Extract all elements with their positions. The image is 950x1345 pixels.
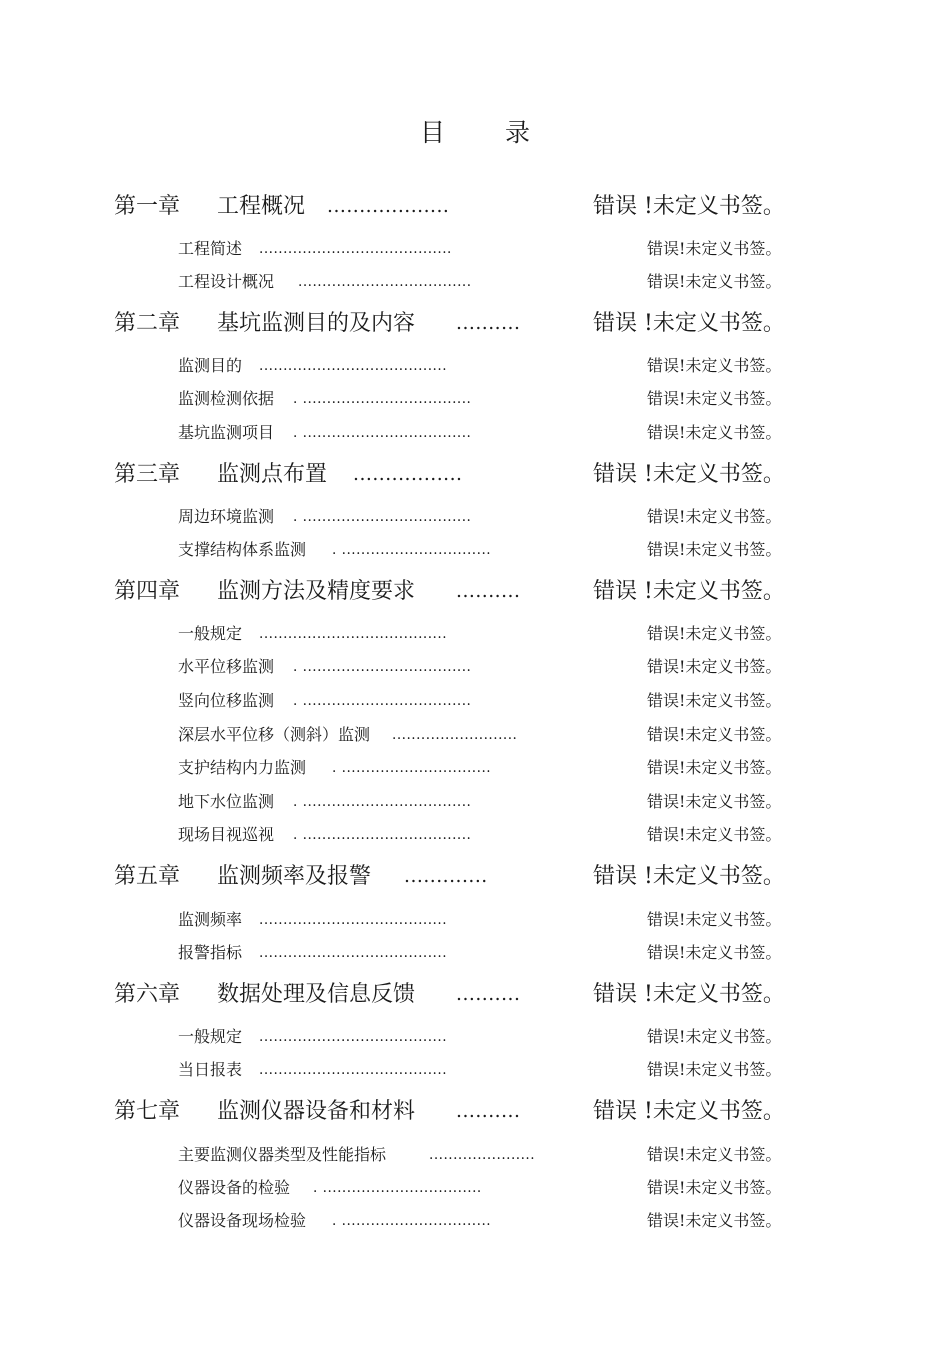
chapter-title: 基坑监测目的及内容: [217, 311, 416, 336]
dot-leader: ...................: [327, 196, 450, 217]
toc-section-row[interactable]: [0, 686, 950, 716]
dot-leader: . ...................................: [293, 794, 472, 810]
chapter-title: 监测方法及精度要求: [217, 579, 416, 604]
page-reference: 错误!未定义书签。: [647, 507, 782, 526]
dot-leader: .......................................: [259, 1029, 448, 1045]
page-reference: 错误 !未定义书签。: [593, 311, 785, 336]
toc-chapter-row[interactable]: [0, 309, 950, 339]
chapter-title: 监测点布置: [217, 462, 328, 487]
page-reference: 错误!未定义书签。: [647, 792, 782, 811]
section-title: 基坑监测项目: [178, 423, 275, 442]
toc-heading: 目 录: [420, 118, 556, 147]
page-reference: 错误 !未定义书签。: [593, 579, 785, 604]
chapter-title: 监测频率及报警: [217, 864, 372, 889]
toc-section-row[interactable]: [0, 652, 950, 682]
section-title: 当日报表: [178, 1060, 243, 1079]
dot-leader: . ...............................: [332, 760, 492, 776]
dot-leader: .............: [404, 866, 488, 887]
toc-section-row[interactable]: [0, 267, 950, 297]
page-reference: 错误!未定义书签。: [647, 1178, 782, 1197]
page-reference: 错误 !未定义书签。: [593, 982, 785, 1007]
toc-section-row[interactable]: [0, 787, 950, 817]
dot-leader: ....................................: [298, 274, 472, 290]
dot-leader: . ...................................: [293, 659, 472, 675]
section-title: 现场目视巡视: [178, 825, 275, 844]
section-title: 一般规定: [178, 624, 243, 643]
page-reference: 错误!未定义书签。: [647, 825, 782, 844]
dot-leader: . .................................: [313, 1180, 482, 1196]
page-reference: 错误!未定义书签。: [647, 758, 782, 777]
dot-leader: . ...................................: [293, 425, 472, 441]
toc-section-row[interactable]: [0, 418, 950, 448]
toc-section-row[interactable]: [0, 1173, 950, 1203]
dot-leader: . ...............................: [332, 542, 492, 558]
section-title: 仪器设备现场检验: [178, 1211, 307, 1230]
toc-section-row[interactable]: [0, 1055, 950, 1085]
toc-chapter-row[interactable]: [0, 1097, 950, 1127]
section-title: 主要监测仪器类型及性能指标: [178, 1145, 387, 1164]
toc-section-row[interactable]: [0, 1022, 950, 1052]
toc-chapter-row[interactable]: [0, 460, 950, 490]
section-title: 监测检测依据: [178, 389, 275, 408]
toc-section-row[interactable]: [0, 234, 950, 264]
section-title: 周边环境监测: [178, 507, 275, 526]
section-title: 工程设计概况: [178, 272, 275, 291]
toc-section-row[interactable]: [0, 1140, 950, 1170]
page-reference: 错误 !未定义书签。: [593, 462, 785, 487]
page-reference: 错误!未定义书签。: [647, 540, 782, 559]
dot-leader: .......................................: [259, 358, 448, 374]
toc-chapter-row[interactable]: [0, 862, 950, 892]
page-reference: 错误!未定义书签。: [647, 356, 782, 375]
section-title: 报警指标: [178, 943, 243, 962]
page-reference: 错误!未定义书签。: [647, 691, 782, 710]
toc-section-row[interactable]: [0, 619, 950, 649]
page-reference: 错误 !未定义书签。: [593, 194, 785, 219]
chapter-number: 第六章: [114, 982, 181, 1007]
dot-leader: ......................: [429, 1147, 536, 1163]
dot-leader: . ...................................: [293, 391, 472, 407]
page-reference: 错误!未定义书签。: [647, 624, 782, 643]
dot-leader: .......................................: [259, 1062, 448, 1078]
chapter-title: 监测仪器设备和材料: [217, 1099, 416, 1124]
section-title: 竖向位移监测: [178, 691, 275, 710]
page-reference: 错误!未定义书签。: [647, 1145, 782, 1164]
page-reference: 错误!未定义书签。: [647, 943, 782, 962]
section-title: 支撑结构体系监测: [178, 540, 307, 559]
section-title: 监测频率: [178, 910, 243, 929]
section-title: 深层水平位移（测斜）监测: [178, 725, 371, 744]
toc-chapter-row[interactable]: [0, 577, 950, 607]
page-reference: 错误!未定义书签。: [647, 1060, 782, 1079]
section-title: 仪器设备的检验: [178, 1178, 291, 1197]
section-title: 水平位移监测: [178, 657, 275, 676]
toc-section-row[interactable]: [0, 1206, 950, 1236]
dot-leader: .......................................: [259, 912, 448, 928]
toc-section-row[interactable]: [0, 753, 950, 783]
page-reference: 错误!未定义书签。: [647, 423, 782, 442]
dot-leader: ..........: [456, 581, 521, 602]
toc-chapter-row[interactable]: [0, 980, 950, 1010]
page-reference: 错误 !未定义书签。: [593, 864, 785, 889]
chapter-number: 第四章: [114, 579, 181, 604]
page-reference: 错误!未定义书签。: [647, 1211, 782, 1230]
dot-leader: . ...................................: [293, 509, 472, 525]
chapter-number: 第七章: [114, 1099, 181, 1124]
page-reference: 错误!未定义书签。: [647, 239, 782, 258]
chapter-number: 第一章: [114, 194, 181, 219]
page-reference: 错误!未定义书签。: [647, 272, 782, 291]
page-reference: 错误 !未定义书签。: [593, 1099, 785, 1124]
dot-leader: .......................................: [259, 626, 448, 642]
chapter-title: 工程概况: [217, 194, 306, 219]
toc-section-row[interactable]: [0, 502, 950, 532]
dot-leader: . ...................................: [293, 827, 472, 843]
toc-section-row[interactable]: [0, 905, 950, 935]
chapter-title: 数据处理及信息反馈: [217, 982, 416, 1007]
dot-leader: ..........: [456, 1101, 521, 1122]
page-reference: 错误!未定义书签。: [647, 910, 782, 929]
section-title: 支护结构内力监测: [178, 758, 307, 777]
chapter-number: 第三章: [114, 462, 181, 487]
toc-section-row[interactable]: [0, 938, 950, 968]
section-title: 一般规定: [178, 1027, 243, 1046]
dot-leader: .................: [353, 464, 463, 485]
toc-section-row[interactable]: [0, 384, 950, 414]
dot-leader: ........................................: [259, 241, 452, 257]
page-reference: 错误!未定义书签。: [647, 725, 782, 744]
chapter-number: 第五章: [114, 864, 181, 889]
section-title: 监测目的: [178, 356, 243, 375]
dot-leader: ..........: [456, 984, 521, 1005]
toc-section-row[interactable]: [0, 535, 950, 565]
toc-chapter-row[interactable]: [0, 192, 950, 222]
dot-leader: ..........: [456, 313, 521, 334]
dot-leader: . ...................................: [293, 693, 472, 709]
toc-section-row[interactable]: [0, 351, 950, 381]
page-reference: 错误!未定义书签。: [647, 657, 782, 676]
section-title: 工程简述: [178, 239, 243, 258]
page-reference: 错误!未定义书签。: [647, 1027, 782, 1046]
dot-leader: .......................................: [259, 945, 448, 961]
page-reference: 错误!未定义书签。: [647, 389, 782, 408]
toc-section-row[interactable]: [0, 820, 950, 850]
dot-leader: . ...............................: [332, 1213, 492, 1229]
section-title: 地下水位监测: [178, 792, 275, 811]
chapter-number: 第二章: [114, 311, 181, 336]
dot-leader: ..........................: [392, 727, 518, 743]
toc-section-row[interactable]: [0, 720, 950, 750]
